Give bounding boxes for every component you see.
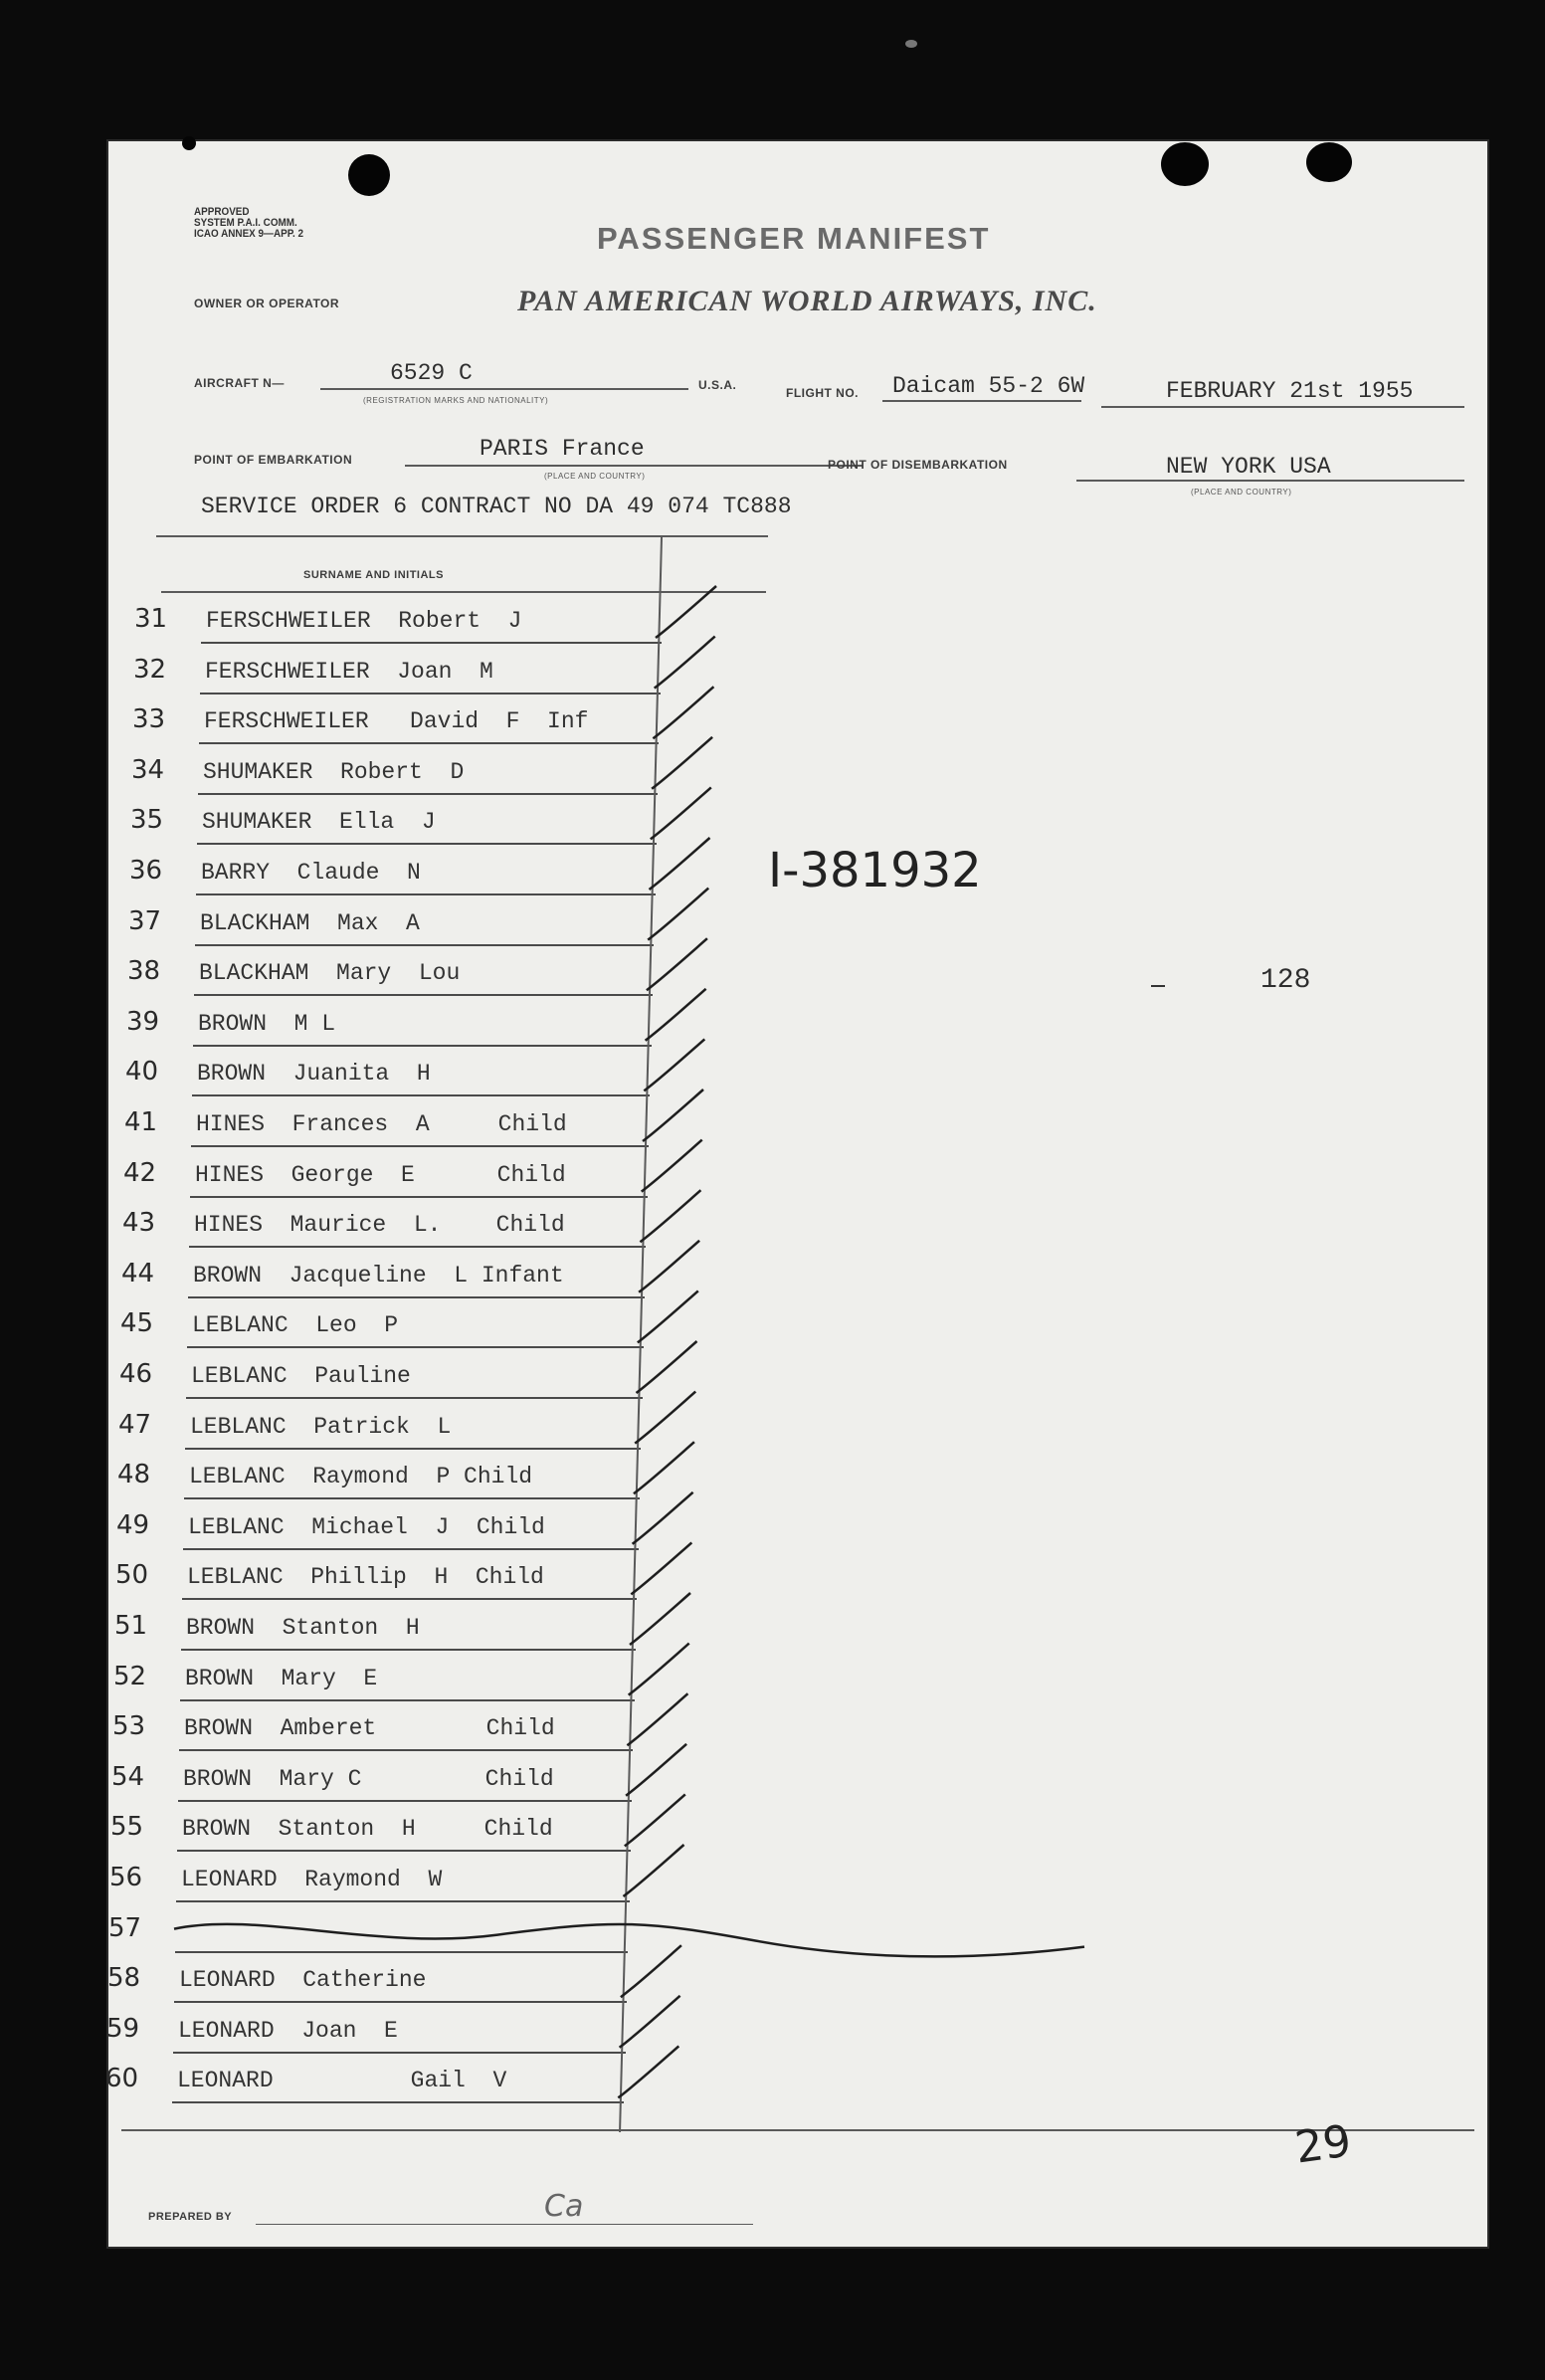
approval-line: SYSTEM P.A.I. COMM. [194, 217, 297, 229]
usa-label: U.S.A. [698, 378, 737, 392]
passenger-name: LEBLANC Leo P [192, 1312, 399, 1339]
passenger-name: BROWN Juanita H [197, 1061, 431, 1088]
row-number: 39 [126, 1006, 160, 1037]
passenger-name: BARRY Claude N [201, 860, 421, 886]
row-number: 59 [106, 2013, 140, 2044]
row-number: 57 [108, 1912, 142, 1943]
passenger-name: FERSCHWEILER Joan M [205, 658, 493, 685]
passenger-name: LEBLANC Michael J Child [188, 1513, 545, 1540]
passenger-name: BROWN Jacqueline L Infant [193, 1262, 564, 1289]
passenger-name: HINES Frances A Child [196, 1111, 567, 1137]
row-number: 49 [116, 1509, 150, 1540]
check-mark [639, 1241, 699, 1292]
check-mark [651, 787, 711, 839]
passenger-name: HINES Maurice L. Child [194, 1212, 565, 1239]
check-mark [627, 1693, 687, 1745]
passenger-name: BLACKHAM Mary Lou [199, 960, 461, 987]
aircraft-value: 6529 C [390, 360, 473, 386]
check-mark [620, 1996, 680, 2048]
passenger-name: SHUMAKER Robert D [203, 758, 465, 785]
check-mark [655, 637, 715, 689]
passenger-name: LEBLANC Patrick L [190, 1413, 452, 1440]
passenger-name: SHUMAKER Ella J [202, 809, 436, 836]
check-mark [633, 1492, 693, 1544]
row-number: 46 [119, 1359, 153, 1389]
surname-column-header: SURNAME AND INITIALS [303, 569, 444, 581]
embark-sublabel: (PLACE AND COUNTRY) [544, 472, 646, 481]
page-number: 29 [1291, 2115, 1355, 2174]
service-order: SERVICE ORDER 6 CONTRACT NO DA 49 074 TC888 [201, 494, 792, 519]
strike-through-line [174, 1924, 1084, 1957]
aircraft-sublabel: (REGISTRATION MARKS AND NATIONALITY) [363, 396, 549, 405]
row-number: 42 [123, 1157, 157, 1188]
check-mark [618, 2046, 678, 2097]
check-mark [652, 737, 712, 789]
aircraft-label: AIRCRAFT N— [194, 376, 285, 390]
passenger-name: BROWN Stanton H Child [182, 1816, 553, 1843]
row-number: 38 [127, 956, 161, 987]
check-mark [644, 1039, 704, 1091]
check-mark [637, 1341, 697, 1393]
check-mark [638, 1290, 698, 1342]
operator-name: PAN AMERICAN WORLD AIRWAYS, INC. [517, 285, 1097, 317]
check-mark [647, 938, 707, 990]
disembark-sublabel: (PLACE AND COUNTRY) [1191, 488, 1292, 496]
embark-value: PARIS France [480, 436, 645, 462]
row-number: 32 [133, 654, 167, 685]
passenger-name: LEONARD Raymond W [181, 1867, 443, 1892]
check-mark [626, 1744, 686, 1796]
prepared-initials: Ca [544, 2189, 584, 2224]
check-mark [642, 1140, 702, 1192]
passenger-name: HINES George E Child [195, 1161, 566, 1188]
check-mark [653, 687, 713, 738]
row-number: 45 [120, 1308, 154, 1339]
check-mark [624, 1845, 684, 1896]
passenger-name: LEBLANC Pauline [191, 1363, 411, 1389]
side-number: 128 [1260, 965, 1311, 996]
check-mark [643, 1090, 703, 1141]
check-mark [656, 586, 716, 638]
check-mark [625, 1794, 685, 1846]
passenger-name: LEBLANC Raymond P Child [189, 1464, 533, 1490]
disembark-label: POINT OF DISEMBARKATION [828, 458, 1008, 472]
row-number: 48 [117, 1460, 151, 1490]
check-mark [646, 989, 706, 1041]
passenger-name: BROWN Stanton H [186, 1615, 420, 1641]
row-number: 50 [115, 1560, 149, 1591]
row-number: 56 [109, 1863, 143, 1892]
row-number: 34 [131, 754, 165, 785]
approval-line: APPROVED [194, 206, 250, 218]
flight-date: FEBRUARY 21st 1955 [1166, 378, 1414, 404]
row-number: 55 [110, 1812, 144, 1843]
row-number: 33 [132, 704, 166, 735]
passenger-name: FERSCHWEILER David F Inf [204, 708, 589, 735]
passenger-name: LEONARD Joan E [178, 2017, 398, 2044]
row-number: 54 [111, 1761, 145, 1792]
row-number: 41 [124, 1107, 158, 1137]
check-mark [631, 1542, 691, 1594]
passenger-name: LEONARD Catherine [179, 1967, 427, 1994]
passenger-name: BROWN Mary E [185, 1665, 378, 1691]
passenger-name: BROWN Amberet Child [184, 1715, 555, 1742]
row-number: 31 [134, 604, 168, 634]
check-mark [640, 1190, 700, 1242]
owner-label: OWNER OR OPERATOR [194, 297, 340, 310]
check-mark [650, 838, 710, 890]
check-mark [629, 1644, 689, 1695]
check-mark [630, 1593, 690, 1645]
passenger-name: BLACKHAM Max A [200, 909, 420, 936]
stamp-number: I-381932 [768, 843, 982, 898]
row-number: 51 [114, 1611, 148, 1641]
check-mark [635, 1392, 695, 1444]
row-number: 35 [130, 805, 164, 836]
row-number: 60 [105, 2064, 139, 2094]
flight-value: Daicam 55-2 6W [892, 373, 1085, 399]
row-number: 47 [118, 1409, 152, 1440]
passenger-name: BROWN Mary C Child [183, 1765, 554, 1792]
row-number: 43 [122, 1208, 156, 1239]
disembark-value: NEW YORK USA [1166, 454, 1331, 480]
passenger-name: LEBLANC Phillip H Child [187, 1564, 544, 1591]
row-number: 58 [107, 1963, 141, 1994]
check-mark [648, 889, 708, 940]
check-mark [621, 1945, 681, 1997]
row-number: 53 [112, 1711, 146, 1742]
passenger-name: FERSCHWEILER Robert J [206, 608, 522, 634]
passenger-name: BROWN M L [198, 1010, 336, 1037]
flight-label: FLIGHT NO. [786, 386, 859, 400]
prepared-by-label: PREPARED BY [148, 2211, 233, 2223]
row-number: 44 [121, 1258, 155, 1289]
row-number: 52 [113, 1661, 147, 1691]
row-number: 40 [125, 1057, 159, 1088]
passenger-name: LEONARD Gail V [177, 2068, 507, 2094]
check-mark [634, 1442, 694, 1493]
row-number: 36 [129, 856, 163, 886]
row-number: 37 [128, 905, 162, 936]
document-title: PASSENGER MANIFEST [597, 221, 991, 256]
embark-label: POINT OF EMBARKATION [194, 453, 353, 467]
approval-line: ICAO ANNEX 9—APP. 2 [194, 228, 304, 240]
